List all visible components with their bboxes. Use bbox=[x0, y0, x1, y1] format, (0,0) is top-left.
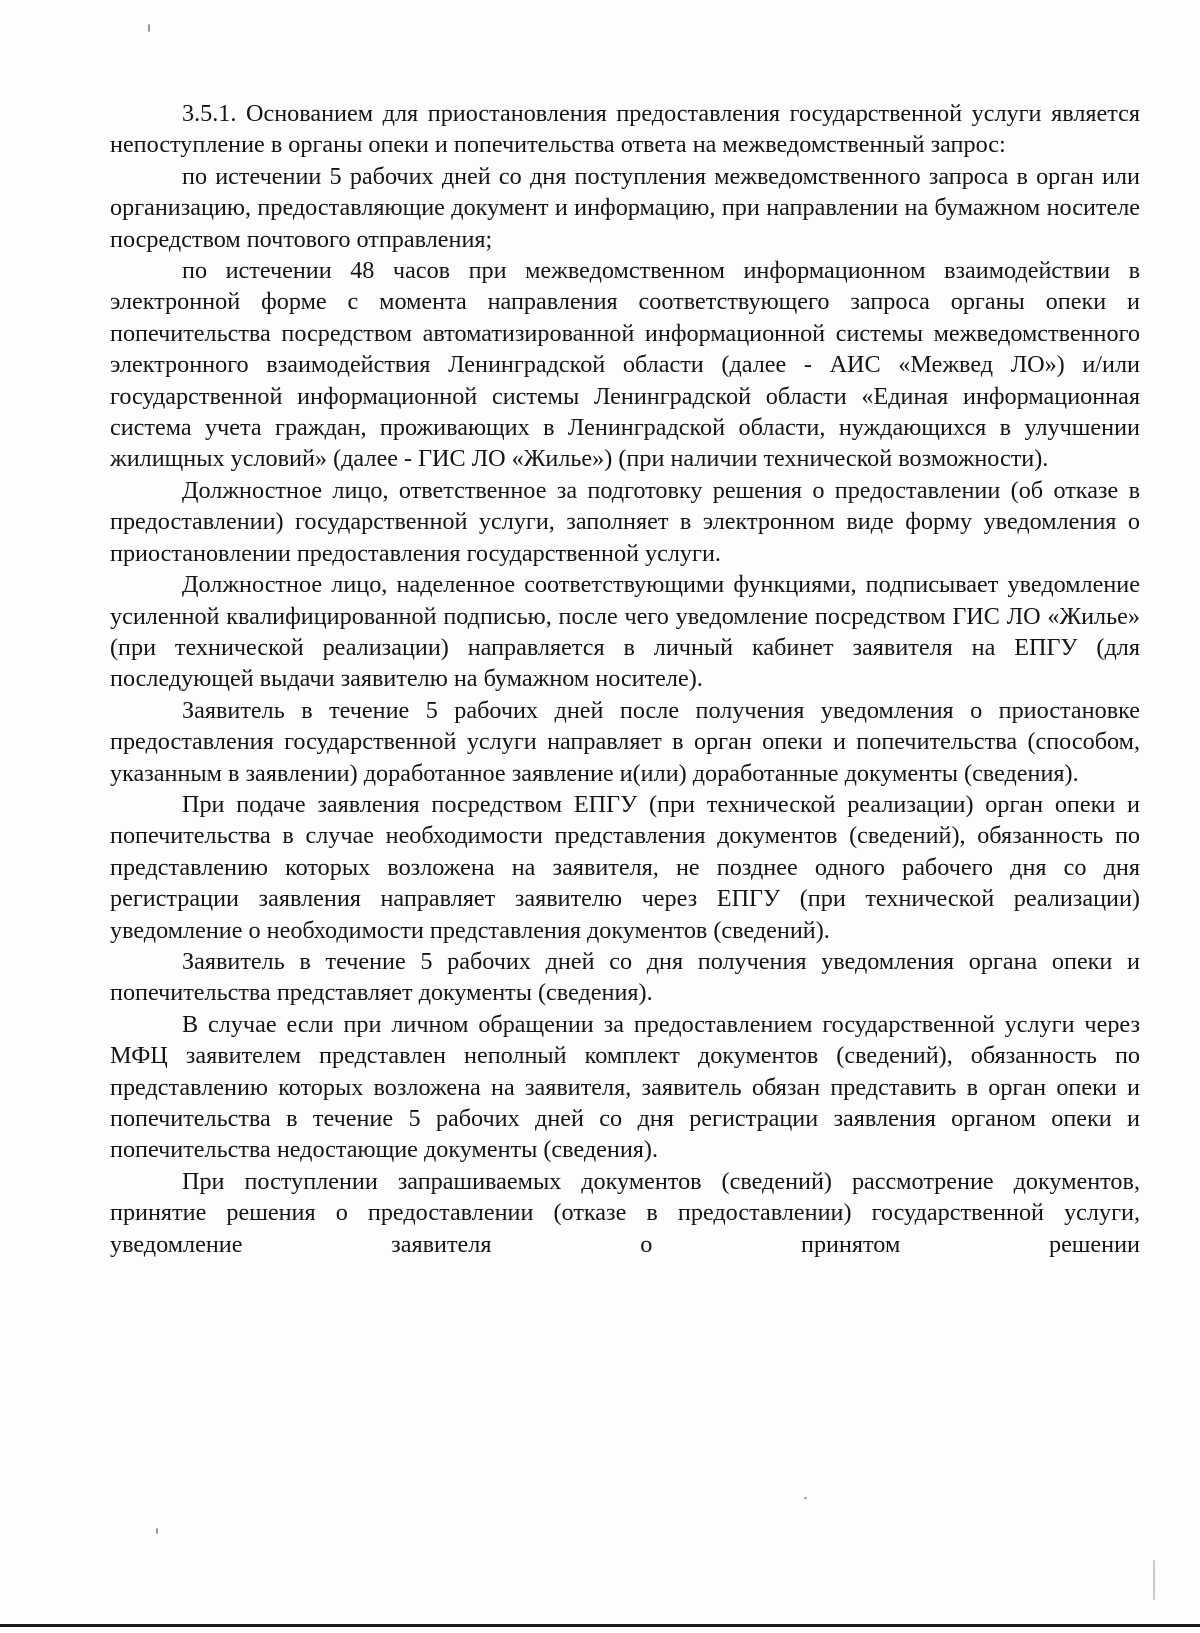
paragraph-epgu-submission: При подаче заявления посредством ЕПГУ (при технической реализации) орган опеки и попечительства в случае необходимости представления документов (сведений), обязанность по представлению которых возложена на заявителя, не позднее одного рабочего дня со дня регистрации заявления направляет заявителю через ЕПГУ (при технической реализации) уведомление о необходимости представления документов (сведений). bbox=[110, 790, 1140, 944]
paragraph-3-5-1: 3.5.1. Основанием для приостановления предоставления государственной услуги является непоступление в органы опеки и попечительства ответа на межведомственный запрос: bbox=[110, 100, 1140, 159]
scan-bottom-edge-line bbox=[0, 1624, 1200, 1627]
paragraph-applicant-resubmission: Заявитель в течение 5 рабочих дней после получения уведомления о приостановке предоставления государственной услуги направляет в орган опеки и попечительства (способом, указанным в заявлении) доработанное заявление и(или) доработанные документы (сведения). bbox=[110, 696, 1140, 787]
scan-speck bbox=[148, 24, 150, 32]
paragraph-mfc-incomplete-set: В случае если при личном обращении за предоставлением государственной услуги через МФЦ заявителем представлен неполный комплект документов (сведений), обязанность по представлению которых возложена на заявителя, заявитель обязан представить в орган опеки и попечительства в течение 5 рабочих дней со дня регистрации заявления органом опеки и попечительства недостающие документы (сведения). bbox=[110, 1010, 1140, 1164]
scan-speck bbox=[804, 1497, 807, 1499]
paragraph-requested-documents: При поступлении запрашиваемых документов (сведений) рассмотрение документов, принятие решения о предоставлении (отказе в предоставлении) государственной услуги, уведомление заявителя о принятом решении bbox=[110, 1167, 1140, 1258]
scan-speck bbox=[1153, 1560, 1155, 1600]
paragraph-postal-deadline: по истечении 5 рабочих дней со дня поступления межведомственного запроса в орган или организацию, предоставляющие документ и информацию, при направлении на бумажном носителе посредством почтового отправления; bbox=[110, 162, 1140, 253]
paragraph-notice-preparation: Должностное лицо, ответственное за подготовку решения о предоставлении (об отказе в предоставлении) государственной услуги, заполняет в электронном виде форму уведомления о приостановлении предоставления государственной услуги. bbox=[110, 476, 1140, 567]
paragraph-applicant-documents: Заявитель в течение 5 рабочих дней со дня получения уведомления органа опеки и попечительства представляет документы (сведения). bbox=[110, 947, 1140, 1007]
document-body bbox=[110, 98, 1140, 1260]
scan-speck bbox=[156, 1528, 158, 1534]
paragraph-electronic-deadline: по истечении 48 часов при межведомственном информационном взаимодействии в электронной форме с момента направления соответствующего запроса органы опеки и попечительства посредством автоматизированной информационной системы межведомственного электронного взаимодействия Ленинградской области (далее - АИС «Межвед ЛО») и/или государственной информационной системы Ленинградской области «Единая информационная система учета граждан, проживающих в Ленинградской области, нуждающихся в улучшении жилищных условий» (далее - ГИС ЛО «Жилье») (при наличии технической возможности). bbox=[110, 257, 1140, 473]
paragraph-notice-signing: Должностное лицо, наделенное соответствующими функциями, подписывает уведомление усиленной квалифицированной подписью, после чего уведомление посредством ГИС ЛО «Жилье» (при технической реализации) направляется в личный кабинет заявителя на ЕПГУ (для последующей выдачи заявителю на бумажном носителе). bbox=[110, 571, 1140, 693]
